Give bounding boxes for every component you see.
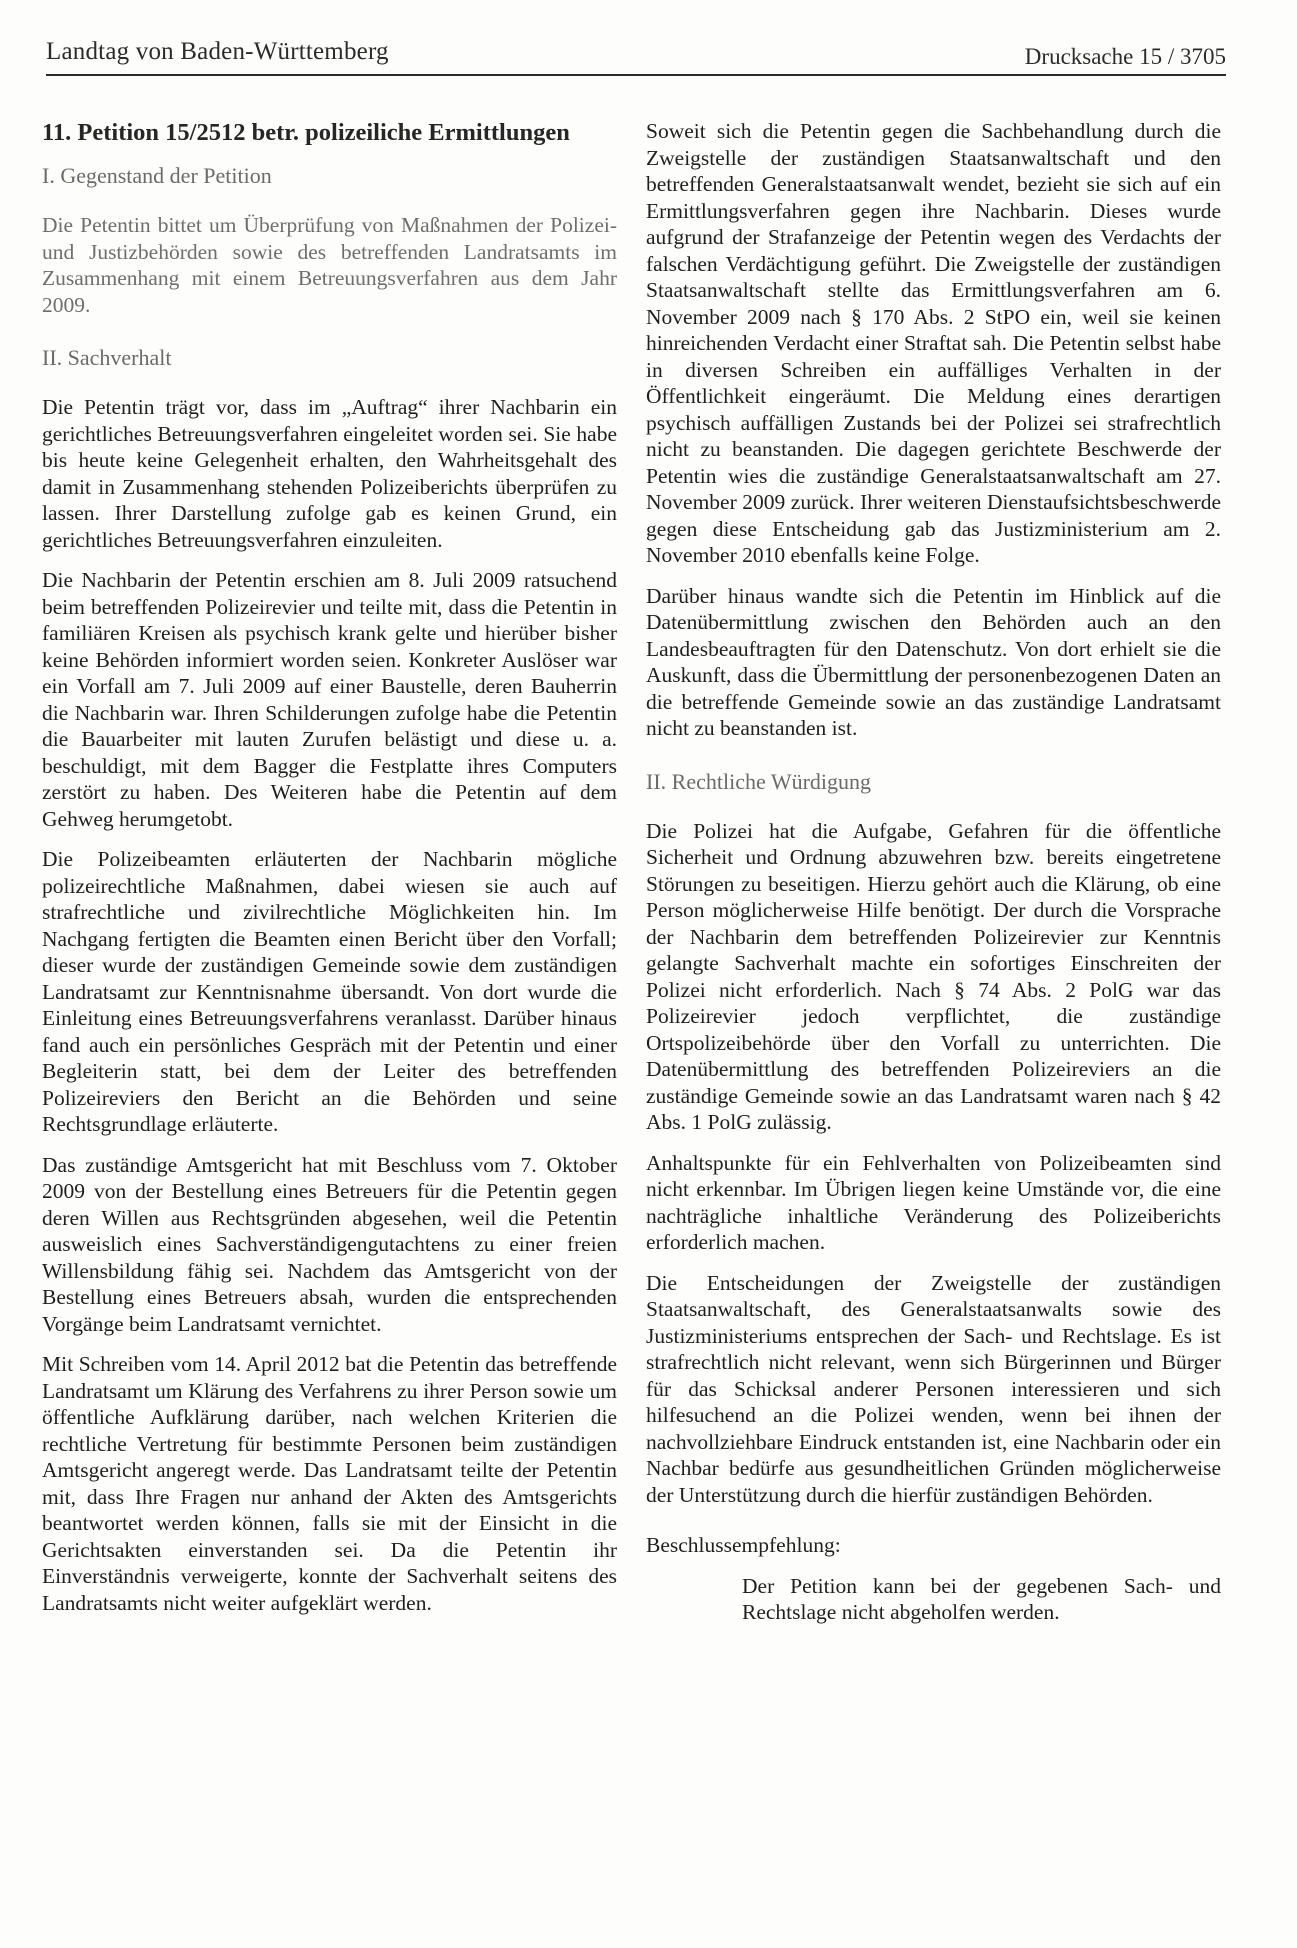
paragraph-facts-5: Mit Schreiben vom 14. April 2012 bat die Petentin das betreffende Landratsamt um Klärung des Verfahrens zu ihrer Person sowie um öffentliche Aufklärung darüber, nach welchen Kriterien die rechtliche Vertretung für bestimmte Personen beim zuständigen Amtsgericht angeregt werde. Das Landratsamt teilte der Petentin mit, dass Ihre Fragen nur anhand der Akten des Amtsgerichts beantwortet werden können, falls sie mit der Einsicht in die Gerichtsakten einverstanden sei. Da die Petentin ihr Einverständnis verweigerte, konnte der Sachverhalt seitens des Landratsamts nicht weiter aufgeklärt werden. [42, 1352, 617, 1615]
recommendation-text: Der Petition kann bei der gegebenen Sach- und Rechtslage nicht abgeholfen werden. [742, 1573, 1221, 1624]
right-column [646, 118, 1221, 1626]
paragraph-data-protection: Darüber hinaus wandte sich die Petentin im Hinblick auf die Datenübermittlung zwischen den Behörden auch an den Landesbeauftragten für den Datenschutz. Von dort erhielt sie die Auskunft, dass die Übermittlung der personenbezogenen Daten an die betreffende Gemeinde sowie an das zuständige Landratsamt nicht zu beanstanden ist. [646, 583, 1221, 740]
paragraph-subject: Die Petentin bittet um Überprüfung von Maßnahmen der Polizei- und Justizbehörden sowie des betreffenden Landratsamts im Zusammenhang mit einem Betreuungsverfahren aus dem Jahr 2009. [42, 213, 617, 317]
section-heading-legal-assessment: II. Rechtliche Würdigung [646, 768, 872, 794]
paragraph-legal-2: Anhaltspunkte für ein Fehlverhalten von Polizeibeamten sind nicht erkennbar. Im Übrigen liegen keine Umstände vor, die eine nachträgliche inhaltliche Veränderung des Polizeiberichts erforderlich machen. [646, 1150, 1221, 1254]
paragraph-facts-3: Die Polizeibeamten erläuterten der Nachbarin mögliche polizeirechtliche Maßnahmen, dabei wiesen sie auch auf strafrechtliche und zivilrechtliche Möglichkeiten hin. Im Nachgang fertigten die Beamten einen Bericht über den Vorfall; dieser wurde der zuständigen Gemeinde sowie dem zuständigen Landratsamt zur Kenntnisnahme übersandt. Von dort wurde die Einleitung eines Betreuungsverfahrens veranlasst. Darüber hinaus fand auch ein persönliches Gespräch mit der Petentin und einer Begleiterin statt, bei dem der Leiter des betreffenden Polizeireviers den Bericht an die Behörden und seine Rechtsgrundlage erläuterte. [42, 847, 617, 1136]
paragraph-facts-4: Das zuständige Amtsgericht hat mit Beschluss vom 7. Oktober 2009 von der Bestellung eines Betreuers für die Petentin gegen deren Willen aus Rechtsgründen abgesehen, weil die Petentin ausweislich eines Sachverständigengutachtens zu einer freien Willensbildung fähig sei. Nachdem das Amtsgericht von der Bestellung eines Betreuers absah, wurden die entsprechenden Vorgänge beim Landratsamt vernichtet. [42, 1152, 617, 1336]
section-heading-facts: II. Sachverhalt [42, 345, 172, 370]
header-document-number: Drucksache 15 / 3705 [1024, 44, 1226, 69]
recommendation-label: Beschlussempfehlung: [646, 1533, 841, 1557]
paragraph-facts-1: Die Petentin trägt vor, dass im „Auftrag“ ihrer Nachbarin ein gerichtliches Betreuungsverfahren eingeleitet worden sei. Sie habe bis heute keine Gelegenheit erhalten, den Wahrheitsgehalt des damit in Zusammenhang stehenden Polizeiberichts überprüfen zu lassen. Ihrer Darstellung zufolge gab es keinen Grund, ein gerichtliches Betreuungsverfahren einzuleiten. [42, 395, 617, 552]
header-publisher: Landtag von Baden-Württemberg [46, 38, 389, 65]
paragraph-legal-3: Die Entscheidungen der Zweigstelle der zuständigen Staatsanwaltschaft, des Generalstaatsanwalts sowie des Justizministeriums entsprechen der Sach- und Rechtslage. Es ist strafrechtlich nicht relevant, wenn sich Bürgerinnen und Bürger für das Schicksal anderer Personen interessieren und sich hilfesuchend an die Polizei wenden, wenn bei ihnen der nachvollziehbare Eindruck entstanden ist, eine Nachbarin oder ein Nachbar bedürfe aus gesundheitlichen Gründen möglicherweise der Unterstützung durch die hierfür zuständigen Behörden. [646, 1270, 1221, 1507]
paragraph-facts-2: Die Nachbarin der Petentin erschien am 8. Juli 2009 ratsuchend beim betreffenden Polizeirevier und teilte mit, dass die Petentin in familiären Kreisen als psychisch krank gelte und hierüber bisher keine Behörden informiert worden seien. Konkreter Auslöser war ein Vorfall am 7. Juli 2009 auf einer Baustelle, deren Bauherrin die Nachbarin war. Ihren Schilderungen zufolge habe die Petentin die Bauarbeiter mit lauten Zurufen belästigt und diese u. a. beschuldigt, mit dem Bagger die Festplatte ihres Computers zerstört zu haben. Des Weiteren habe die Petentin auf dem Gehweg herumgetobt. [42, 568, 617, 831]
section-heading-subject: I. Gegenstand der Petition [42, 163, 272, 188]
paragraph-legal-1: Die Polizei hat die Aufgabe, Gefahren für die öffentliche Sicherheit und Ordnung abzuwehren bzw. bereits eingetretene Störungen zu beseitigen. Hierzu gehört auch die Klärung, ob eine Person möglicherweise Hilfe benötigt. Der durch die Vorsprache der Nachbarin dem betreffenden Polizeirevier zur Kenntnis gelangte Sachverhalt machte ein sofortiges Einschreiten der Polizei nicht erforderlich. Nach § 74 Abs. 2 PolG war das Polizeirevier jedoch verpflichtet, die zuständige Ortspolizeibehörde über den Vorfall zu unterrichten. Die Datenübermittlung des betreffenden Polizeireviers an die zuständige Gemeinde sowie an das Landratsamt waren nach § 42 Abs. 1 PolG zulässig. [646, 818, 1221, 1134]
page-header [46, 30, 1226, 76]
paragraph-prosecution: Soweit sich die Petentin gegen die Sachbehandlung durch die Zweigstelle der zuständigen Staatsanwaltschaft und den betreffenden Generalstaatsanwalt wendet, bezieht sie sich auf ein Ermittlungsverfahren gegen ihre Nachbarin. Dieses wurde aufgrund der Strafanzeige der Petentin wegen des Verdachts der falschen Verdächtigung geführt. Die Zweigstelle der zuständigen Staatsanwaltschaft stellte das Ermittlungsverfahren am 6. November 2009 nach § 170 Abs. 2 StPO ein, weil sie keinen hinreichenden Verdacht einer Straftat sah. Die Petentin selbst habe in diversen Schreiben ein auffälliges Verhalten in der Öffentlichkeit eingeräumt. Die Meldung eines derartigen psychisch auffälligen Zustands bei der Polizei sei strafrechtlich nicht zu beanstanden. Die dagegen gerichtete Beschwerde der Petentin wies die zuständige Generalstaatsanwaltschaft am 27. November 2009 zurück. Ihrer weiteren Dienstaufsichtsbeschwerde gegen diese Entscheidung gab das Justizministerium am 2. November 2010 ebenfalls keine Folge. [646, 119, 1221, 567]
left-column [42, 118, 617, 1630]
petition-title: 11. Petition 15/2512 betr. polizeiliche Ermittlungen [42, 119, 570, 146]
